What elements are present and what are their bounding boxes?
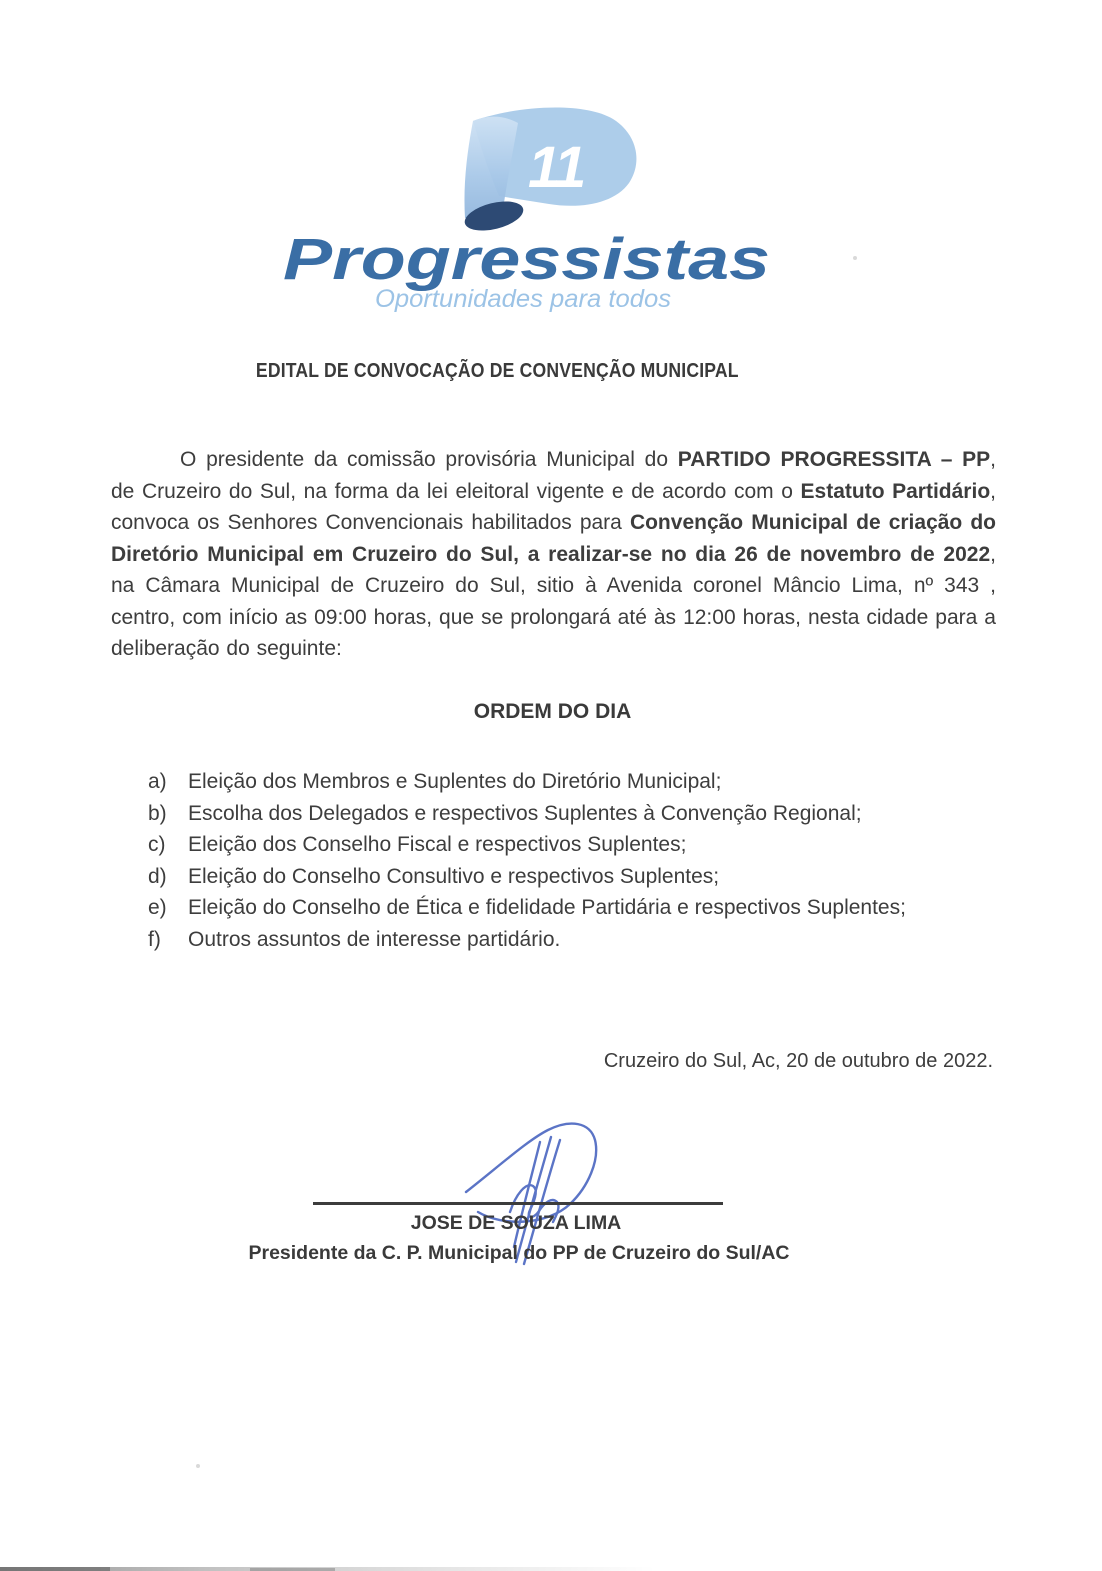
agenda-item: [148, 766, 996, 798]
signer-name: JOSE DE SOUZA LIMA: [410, 1212, 622, 1234]
agenda-item-text: Outros assuntos de interesse partidário.: [188, 927, 561, 951]
agenda-item-text: Eleição dos Conselho Fiscal e respectivos Suplentes;: [188, 833, 687, 857]
ballot-number: 11: [528, 135, 585, 200]
brand-tagline: Oportunidades para todos: [375, 285, 671, 313]
signer-role: Presidente da C. P. Municipal do PP de Cruzeiro do Sul/AC: [248, 1242, 790, 1264]
agenda-item-text: Eleição do Conselho de Ética e fidelidade Partidária e respectivos Suplentes;: [188, 896, 906, 920]
agenda-item-label: b): [148, 801, 167, 825]
body-text-bold: Estatuto Partidário: [800, 479, 991, 503]
agenda-item-text: Eleição do Conselho Consultivo e respectivos Suplentes;: [188, 864, 720, 888]
scan-speck: [853, 256, 857, 260]
body-text: , convoca os Senhores Convencionais habilitados para: [111, 479, 996, 534]
body-text-bold: PARTIDO PROGRESSITA – PP: [677, 448, 991, 471]
body-text: O presidente da comissão provisória Municipal do: [180, 448, 678, 471]
document-title: EDITAL DE CONVOCAÇÃO DE CONVENÇÃO MUNICIPAL: [255, 360, 739, 382]
agenda-item: [148, 829, 996, 861]
agenda-item-label: c): [148, 833, 166, 857]
party-flag-icon: [462, 107, 637, 235]
brand-name: Progressistas: [283, 227, 770, 292]
body-paragraph: [111, 444, 996, 665]
agenda-item: [148, 892, 996, 924]
agenda-item-text: Escolha dos Delegados e respectivos Suplentes à Convenção Regional;: [188, 801, 862, 825]
body-text: , na Câmara Municipal de Cruzeiro do Sul, sitio à Avenida coronel Mâncio Lima, nº 343 , centro, com início as 09:00 horas, que se prolongará até às 12:00 horas, nesta cidade para a deliberação do seguinte:: [111, 542, 996, 660]
body-text: , de Cruzeiro do Sul, na forma da lei eleitoral vigente e de acordo com o: [111, 448, 996, 503]
signature-line: [313, 1202, 723, 1205]
scan-edge-artifact: [0, 1567, 110, 1571]
agenda-item-text: Eleição dos Membros e Suplentes do Diretório Municipal;: [188, 770, 722, 793]
order-heading: ORDEM DO DIA: [473, 700, 632, 723]
agenda-item: [148, 924, 996, 956]
agenda-item-label: f): [148, 927, 161, 951]
party-logo: [283, 107, 783, 317]
agenda-item-label: e): [148, 896, 167, 920]
document-title-row: [0, 360, 994, 383]
agenda-item: [148, 861, 996, 893]
scan-speck: [196, 1464, 200, 1468]
agenda-list: [148, 766, 996, 956]
dateline: Cruzeiro do Sul, Ac, 20 de outubro de 2022.: [603, 1050, 993, 1072]
order-heading-row: [110, 700, 995, 724]
agenda-item: [148, 798, 996, 830]
agenda-item-label: d): [148, 864, 167, 888]
body-text-bold: Convenção Municipal de criação do Diretório Municipal em Cruzeiro do Sul, a realizar-se no dia 26 de novembro de 2022: [111, 511, 996, 566]
agenda-item-label: a): [148, 770, 167, 793]
